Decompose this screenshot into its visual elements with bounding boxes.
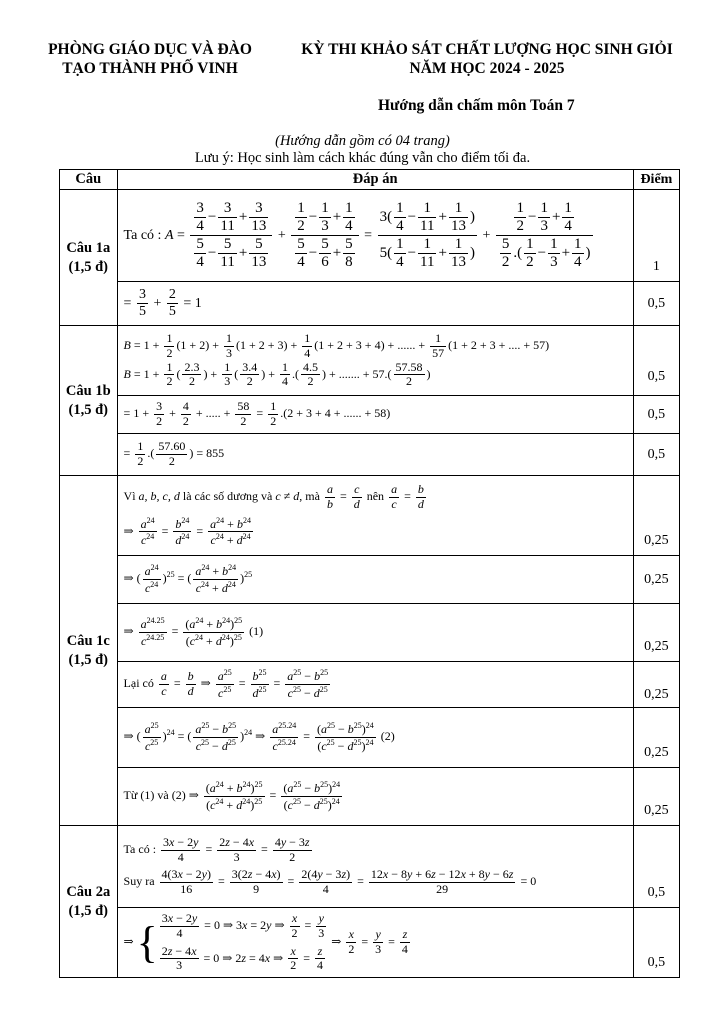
table-row — [60, 662, 680, 708]
question-cell — [60, 476, 118, 826]
answer-cell: Vì a, b, c, d là các số dương và c ≠ d, mà $\frac{a}{b}$ = $\frac{c}{d}$ nên $\frac{a}{c}$ = $\frac{b}{d}$ ⇒ $\frac{a^{24}}{c^{24}}$ = $\frac{b^{24}}{d^{24}}$ = $\frac{a^{24} + b^{24}}{c^{24} + d^{24}}$ — [117, 476, 633, 556]
pages-note: (Hướng dẫn gồm có 04 trang) — [275, 133, 450, 149]
answer-cell: Từ (1) và (2) ⇒ $\frac{(a^{24} + b^{24})^{25}}{(c^{24} + d^{24})^{25}}$ = $\frac{(a^{25} - b^{25})^{24}}{(c^{25} - d^{25})^{24}}$ — [117, 768, 633, 826]
answer-cell: B = 1 + $\frac{1}{2}$ (1 + 2) + $\frac{1}{3}$ (1 + 2 + 3) + $\frac{1}{4}$ (1 + 2 + 3 + 4) + ...... + $\frac{1}{57}$ (1 + 2 + 3 + .... + 57) B = 1 + $\frac{1}{2}$ ( $\frac{2.3}{2}$ ) + $\frac{1}{3}$ ( $\frac{3.4}{2}$ ) + $\frac{1}{4}$ .( $\frac{4.5}{2}$ ) + ....... + 57.( $\frac{57.58}{2}$ ) — [117, 326, 633, 396]
table-row — [60, 908, 680, 978]
ta-co-label: Ta có : — [123, 227, 162, 243]
vi-label: Vì — [123, 488, 136, 503]
question-points: (1,5 đ) — [68, 258, 109, 275]
answer-cell: = $\frac{1}{2}$ .( $\frac{57.60}{2}$ ) = 855 — [117, 434, 633, 476]
answer-cell: Lại có $\frac{a}{c}$ = $\frac{b}{d}$ ⇒ $\frac{a^{25}}{c^{25}}$ = $\frac{b^{25}}{d^{25}}$ = $\frac{a^{25} - b^{25}}{c^{25} - d^{25}}$ — [117, 662, 633, 708]
score-cell: 0,25 — [633, 476, 679, 556]
subject-title: Hướng dẫn chấm môn Toán 7 — [378, 97, 575, 114]
answer-cell: = $\frac{3}{5}$ + $\frac{2}{5}$ = 1 — [117, 282, 633, 326]
answer-cell: ⇒ ( $\frac{a^{25}}{c^{25}}$ )$^{24}$ = ( $\frac{a^{25} - b^{25}}{c^{25} - d^{25}}$ )$^{24}$ ⇒ $\frac{a^{25.24}}{c^{25.24}}$ = $\frac{(a^{25} - b^{25})^{24}}{(c^{25} - d^{25})^{24}}$ (2) — [117, 708, 633, 768]
question-cell — [60, 326, 118, 476]
score-cell: 0,25 — [633, 768, 679, 826]
table-row — [60, 768, 680, 826]
question-points: (1,5 đ) — [68, 401, 109, 418]
suy-ra-label: Suy ra — [123, 874, 155, 889]
nen-label: nên — [366, 488, 385, 503]
department-line1: PHÒNG GIÁO DỤC VÀ ĐÀO — [48, 41, 252, 58]
question-cell — [60, 190, 118, 326]
score-cell: 0,5 — [633, 282, 679, 326]
score-cell: 0,25 — [633, 604, 679, 662]
score-cell: 0,5 — [633, 434, 679, 476]
table-row — [60, 396, 680, 434]
answer-cell: Ta có : $\frac{3x - 2y}{4}$ = $\frac{2z - 4x}{3}$ = $\frac{4y - 3z}{2}$ Suy ra $\frac{4(3x - 2y)}{16}$ = $\frac{3(2z - 4x)}{9}$ = $\frac{2(4y - 3z)}{4}$ = $\frac{12x - 8y + 6z - 12x + 8y - 6z}{29}$ = 0 — [117, 826, 633, 908]
table-row — [60, 826, 680, 908]
exam-title: KỲ THI KHẢO SÁT CHẤT LƯỢNG HỌC SINH GIỎI — [301, 41, 673, 58]
score-cell: 0,5 — [633, 908, 679, 978]
score-cell: 0,5 — [633, 326, 679, 396]
question-label: Câu 1b — [65, 382, 111, 399]
table-row — [60, 708, 680, 768]
scoring-note: Lưu ý: Học sinh làm cách khác đúng vẫn cho điểm tối đa. — [194, 150, 531, 166]
score-cell: 0,25 — [633, 662, 679, 708]
score-cell: 0,25 — [633, 556, 679, 604]
answer-cell: ⇒ { $\frac{3x - 2y}{4}$ = 0 ⇒ 3x = 2y ⇒ $\frac{x}{2}$ = $\frac{y}{3}$ $\frac{2z - 4x}{3}$ = 0 ⇒ 2z = 4x ⇒ $\frac{x}{2}$ = $\frac{z}{4}$ ⇒ $\frac{x}{2}$ = $\frac{y}{3}$ = $\frac{z}{4}$ — [117, 908, 633, 978]
answer-cell: = 1 + $\frac{3}{2}$ + $\frac{4}{2}$ + ..... + $\frac{58}{2}$ = $\frac{1}{2}$ .(2 + 3 + 4 + ...... + 58) — [117, 396, 633, 434]
question-label: Câu 2a — [66, 883, 111, 900]
ta-co-label: Ta có : — [123, 842, 157, 857]
question-points: (1,5 đ) — [68, 902, 109, 919]
score-cell: 0,5 — [633, 826, 679, 908]
col-answer: Đáp án — [117, 170, 633, 190]
question-points: (1,5 đ) — [68, 651, 109, 668]
col-score: Điểm — [633, 170, 679, 190]
answer-cell: ⇒ $\frac{a^{24.25}}{c^{24.25}}$ = $\frac{(a^{24} + b^{24})^{25}}{(c^{24} + d^{24})^{25}}$ (1) — [117, 604, 633, 662]
table-row — [60, 190, 680, 282]
school-year: NĂM HỌC 2024 - 2025 — [409, 60, 565, 77]
table-row — [60, 434, 680, 476]
answer-cell: ⇒ ( $\frac{a^{24}}{c^{24}}$ )$^{25}$ = ( $\frac{a^{24} + b^{24}}{c^{24} + d^{24}}$ )$^{25}$ — [117, 556, 633, 604]
score-cell: 1 — [633, 190, 679, 282]
department-header — [30, 40, 270, 78]
question-cell — [60, 826, 118, 978]
department-line2: TẠO THÀNH PHỐ VINH — [62, 60, 238, 77]
answer-table — [59, 169, 680, 978]
table-row — [60, 556, 680, 604]
score-cell: 0,5 — [633, 396, 679, 434]
vi-rest-label: là các số dương và — [182, 488, 273, 503]
tu-label: Từ (1) và (2) — [123, 788, 186, 803]
lai-co-label: Lại có — [123, 676, 154, 691]
col-question: Câu — [60, 170, 118, 190]
answer-cell: Ta có : A = $\frac{3}{4}$ − $\frac{3}{11}$ + $\frac{3}{13}$ $\frac{5}{4}$ − $\frac{5}{11}$ + $\frac{5}{13}$ + $\frac{1}{2}$ − $\frac{1}{3}$ + $\frac{1}{4}$ $\frac{5}{4}$ − $\frac{5}{6}$ + $\frac{5}{8}$ = 3( $\frac{1}{4}$ − $\frac{1}{11}$ + $\frac{1}{13}$ ) 5( $\frac{1}{4}$ − $\frac{1}{11}$ + $\frac{1}{13}$ ) + $\frac{1}{2}$ − $\frac{1}{3}$ + $\frac{1}{4}$ $\frac{5}{2}$ .( $\frac{1}{2}$ − $\frac{1}{3}$ + $\frac{1}{4}$ ) — [117, 190, 633, 282]
table-row — [60, 604, 680, 662]
table-row — [60, 282, 680, 326]
table-row — [60, 326, 680, 396]
question-label: Câu 1c — [66, 632, 110, 649]
exam-header — [282, 40, 692, 78]
score-cell: 0,25 — [633, 708, 679, 768]
ma-label: , mà — [299, 488, 320, 503]
question-label: Câu 1a — [66, 239, 111, 256]
table-header-row — [60, 170, 680, 190]
table-row — [60, 476, 680, 556]
